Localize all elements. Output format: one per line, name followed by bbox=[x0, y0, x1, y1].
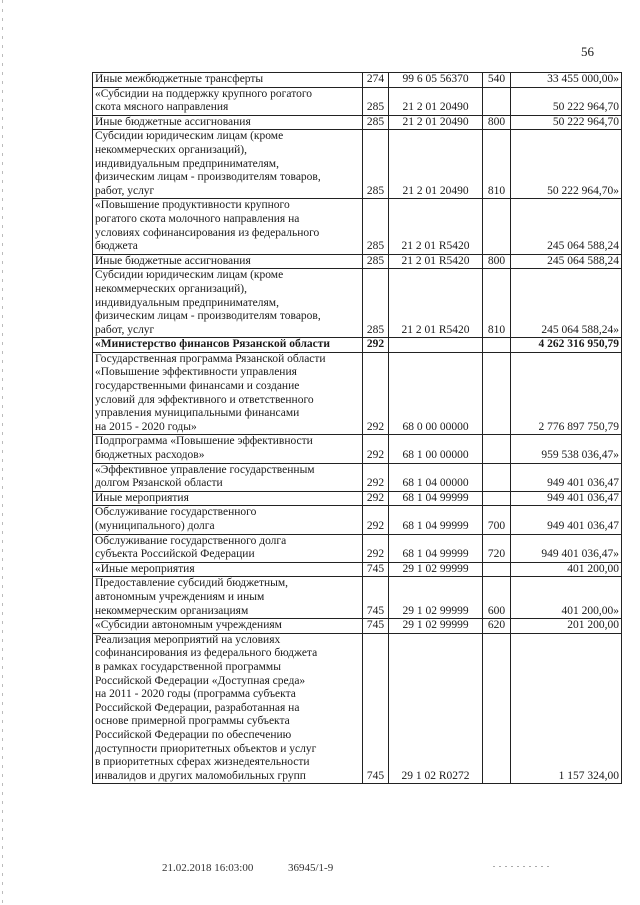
row-sum-cell: 949 401 036,47 bbox=[511, 506, 622, 534]
row-csr-cell: 68 1 04 99999 bbox=[389, 491, 483, 506]
table-row bbox=[93, 506, 622, 534]
table-row bbox=[93, 269, 622, 338]
table-row bbox=[93, 435, 622, 463]
row-vr-cell: 620 bbox=[483, 619, 511, 634]
row-name-cell: Субсидии юридическим лицам (кроме некоммерческих организаций), индивидуальным предпринимателям, физическим лицам - производителям товаров, работ, услуг bbox=[93, 130, 363, 199]
row-vr-cell: 700 bbox=[483, 506, 511, 534]
table-row bbox=[93, 577, 622, 619]
row-sum-cell: 959 538 036,47» bbox=[511, 435, 622, 463]
row-vr-cell: 720 bbox=[483, 534, 511, 562]
scan-stray-mark bbox=[493, 866, 553, 867]
row-vr-cell: 600 bbox=[483, 577, 511, 619]
row-vr-cell: 810 bbox=[483, 130, 511, 199]
table-row bbox=[93, 199, 622, 254]
table-row bbox=[93, 73, 622, 88]
row-ved-cell: 292 bbox=[363, 491, 389, 506]
table-row bbox=[93, 633, 622, 784]
row-sum-cell: 50 222 964,70» bbox=[511, 130, 622, 199]
row-ved-cell: 285 bbox=[363, 115, 389, 130]
row-csr-cell: 21 2 01 R5420 bbox=[389, 254, 483, 269]
row-name-cell: «Повышение продуктивности крупного рогатого скота молочного направления на условиях софинансирования из федерального бюджета bbox=[93, 199, 363, 254]
row-vr-cell bbox=[483, 435, 511, 463]
scan-edge-mark bbox=[2, 0, 3, 905]
row-ved-cell: 292 bbox=[363, 463, 389, 491]
row-name-cell: «Субсидии автономным учреждениям bbox=[93, 619, 363, 634]
row-name-cell: Предоставление субсидий бюджетным, автономным учреждениям и иным некоммерческим организациям bbox=[93, 577, 363, 619]
row-vr-cell bbox=[483, 199, 511, 254]
row-vr-cell bbox=[483, 463, 511, 491]
row-sum-cell: 4 262 316 950,79 bbox=[511, 338, 622, 353]
table-row bbox=[93, 562, 622, 577]
row-csr-cell: 21 2 01 R5420 bbox=[389, 269, 483, 338]
row-csr-cell: 21 2 01 R5420 bbox=[389, 199, 483, 254]
row-sum-cell: 1 157 324,00 bbox=[511, 633, 622, 784]
row-ved-cell: 292 bbox=[363, 506, 389, 534]
row-sum-cell: 201 200,00 bbox=[511, 619, 622, 634]
row-name-cell: «Иные мероприятия bbox=[93, 562, 363, 577]
row-vr-cell bbox=[483, 352, 511, 435]
row-name-cell: Иные бюджетные ассигнования bbox=[93, 115, 363, 130]
row-name-cell: Реализация мероприятий на условиях софинансирования из федерального бюджета в рамках государственной программы Российской Федерации «Доступная среда» на 2011 - 2020 годы (программа субъекта Российской Федерации, разработанная на основе примерной программы субъекта Российской Федерации по обеспечению доступности приоритетных объектов и услуг в приоритетных сферах жизнедеятельности инвалидов и других маломобильных групп bbox=[93, 633, 363, 784]
row-csr-cell: 21 2 01 20490 bbox=[389, 115, 483, 130]
row-csr-cell: 68 1 04 00000 bbox=[389, 463, 483, 491]
page-number: 56 bbox=[581, 44, 594, 59]
row-csr-cell: 99 6 05 56370 bbox=[389, 73, 483, 88]
table-row bbox=[93, 619, 622, 634]
row-ved-cell: 285 bbox=[363, 269, 389, 338]
row-ved-cell: 285 bbox=[363, 254, 389, 269]
row-csr-cell: 29 1 02 99999 bbox=[389, 619, 483, 634]
row-csr-cell: 29 1 02 99999 bbox=[389, 577, 483, 619]
row-name-cell: «Субсидии на поддержку крупного рогатого скота мясного направления bbox=[93, 87, 363, 115]
row-ved-cell: 745 bbox=[363, 633, 389, 784]
row-csr-cell: 21 2 01 20490 bbox=[389, 130, 483, 199]
row-sum-cell: 949 401 036,47 bbox=[511, 463, 622, 491]
budget-table-body bbox=[93, 73, 622, 784]
row-name-cell: Государственная программа Рязанской области «Повышение эффективности управления государственными финансами и создание условий для эффективного и ответственного управления муниципальными финансами на 2015 - 2020 годы» bbox=[93, 352, 363, 435]
row-csr-cell: 21 2 01 20490 bbox=[389, 87, 483, 115]
row-sum-cell: 245 064 588,24 bbox=[511, 254, 622, 269]
row-name-cell: Иные бюджетные ассигнования bbox=[93, 254, 363, 269]
table-row bbox=[93, 352, 622, 435]
row-csr-cell: 68 1 04 99999 bbox=[389, 506, 483, 534]
row-sum-cell: 401 200,00 bbox=[511, 562, 622, 577]
row-ved-cell: 745 bbox=[363, 619, 389, 634]
row-ved-cell: 274 bbox=[363, 73, 389, 88]
row-ved-cell: 285 bbox=[363, 130, 389, 199]
row-name-cell: «Министерство финансов Рязанской области bbox=[93, 338, 363, 353]
row-ved-cell: 745 bbox=[363, 562, 389, 577]
row-vr-cell bbox=[483, 338, 511, 353]
row-sum-cell: 949 401 036,47» bbox=[511, 534, 622, 562]
row-vr-cell: 800 bbox=[483, 254, 511, 269]
row-name-cell: Обслуживание государственного (муниципального) долга bbox=[93, 506, 363, 534]
row-name-cell: Подпрограмма «Повышение эффективности бюджетных расходов» bbox=[93, 435, 363, 463]
table-row bbox=[93, 338, 622, 353]
row-sum-cell: 245 064 588,24 bbox=[511, 199, 622, 254]
row-name-cell: «Эффективное управление государственным долгом Рязанской области bbox=[93, 463, 363, 491]
row-sum-cell: 50 222 964,70 bbox=[511, 87, 622, 115]
row-csr-cell: 68 1 00 00000 bbox=[389, 435, 483, 463]
row-sum-cell: 50 222 964,70 bbox=[511, 115, 622, 130]
row-sum-cell: 245 064 588,24» bbox=[511, 269, 622, 338]
row-sum-cell: 949 401 036,47 bbox=[511, 491, 622, 506]
row-csr-cell: 29 1 02 99999 bbox=[389, 562, 483, 577]
row-name-cell: Иные межбюджетные трансферты bbox=[93, 73, 363, 88]
budget-table bbox=[92, 72, 622, 784]
table-row bbox=[93, 534, 622, 562]
row-name-cell: Иные мероприятия bbox=[93, 491, 363, 506]
footer-document-code: 36945/1-9 bbox=[288, 862, 334, 874]
row-vr-cell bbox=[483, 491, 511, 506]
row-vr-cell: 540 bbox=[483, 73, 511, 88]
row-ved-cell: 285 bbox=[363, 199, 389, 254]
row-vr-cell bbox=[483, 87, 511, 115]
row-vr-cell bbox=[483, 633, 511, 784]
row-vr-cell bbox=[483, 562, 511, 577]
row-sum-cell: 33 455 000,00» bbox=[511, 73, 622, 88]
row-ved-cell: 292 bbox=[363, 352, 389, 435]
row-csr-cell: 29 1 02 R0272 bbox=[389, 633, 483, 784]
row-ved-cell: 285 bbox=[363, 87, 389, 115]
table-row bbox=[93, 254, 622, 269]
table-row bbox=[93, 115, 622, 130]
row-ved-cell: 292 bbox=[363, 435, 389, 463]
table-row bbox=[93, 87, 622, 115]
row-vr-cell: 800 bbox=[483, 115, 511, 130]
row-sum-cell: 2 776 897 750,79 bbox=[511, 352, 622, 435]
row-name-cell: Субсидии юридическим лицам (кроме некоммерческих организаций), индивидуальным предпринимателям, физическим лицам - производителям товаров, работ, услуг bbox=[93, 269, 363, 338]
row-csr-cell: 68 1 04 99999 bbox=[389, 534, 483, 562]
row-ved-cell: 292 bbox=[363, 534, 389, 562]
row-sum-cell: 401 200,00» bbox=[511, 577, 622, 619]
row-ved-cell: 292 bbox=[363, 338, 389, 353]
row-name-cell: Обслуживание государственного долга субъекта Российской Федерации bbox=[93, 534, 363, 562]
table-row bbox=[93, 130, 622, 199]
row-ved-cell: 745 bbox=[363, 577, 389, 619]
row-csr-cell bbox=[389, 338, 483, 353]
table-row bbox=[93, 491, 622, 506]
row-csr-cell: 68 0 00 00000 bbox=[389, 352, 483, 435]
table-row bbox=[93, 463, 622, 491]
row-vr-cell: 810 bbox=[483, 269, 511, 338]
footer-timestamp: 21.02.2018 16:03:00 bbox=[162, 862, 254, 874]
